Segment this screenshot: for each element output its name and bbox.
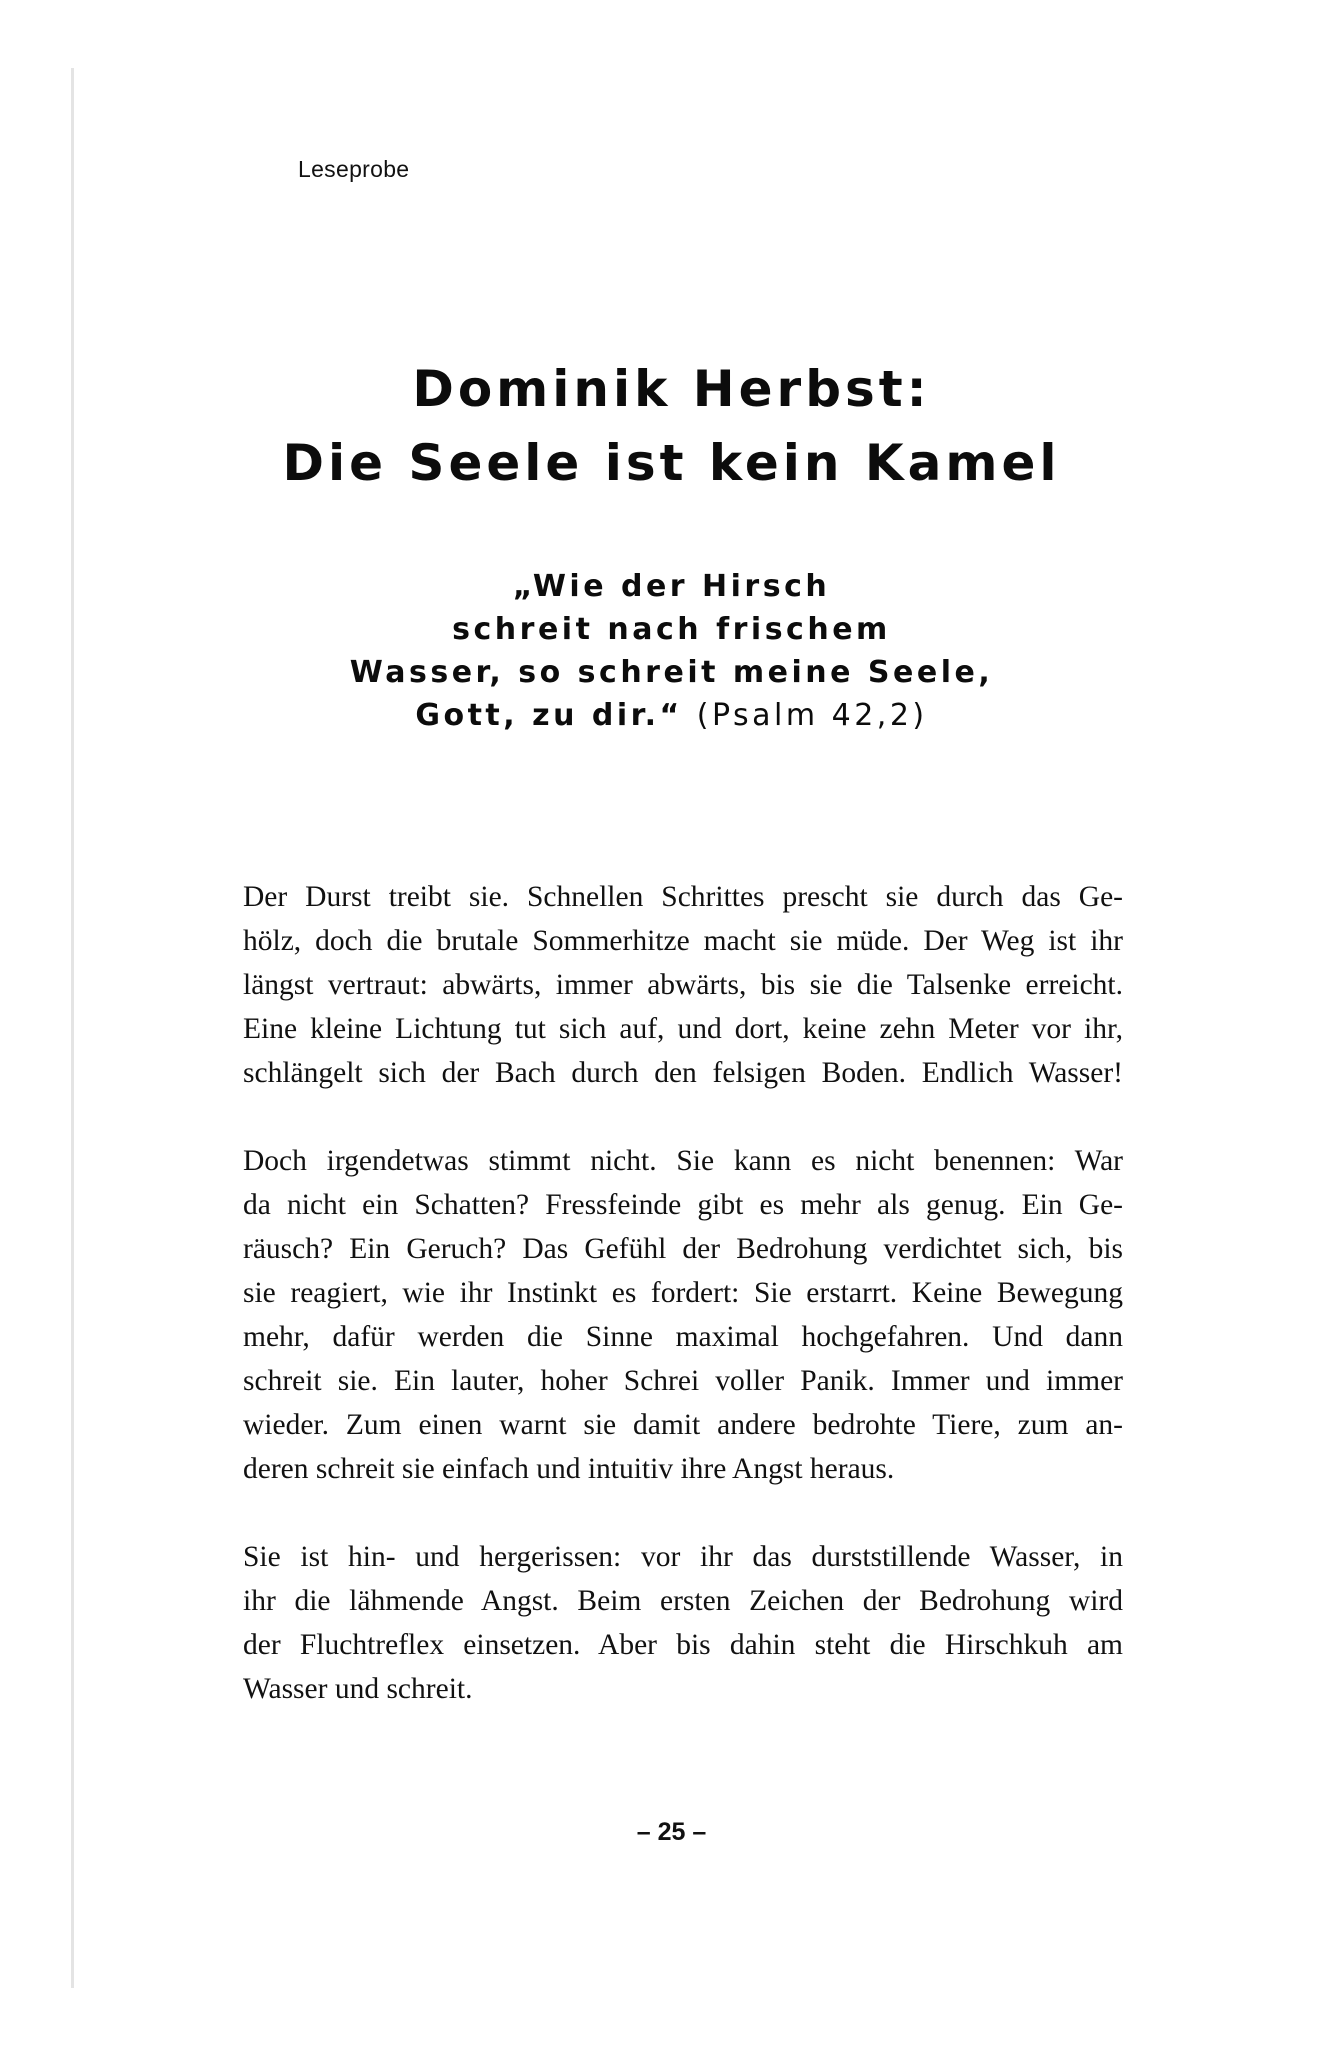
text-line: Sie ist hin- und hergerissen: vor ihr das durststillende Wasser, in [243,1541,1123,1573]
chapter-title-line-2: Die Seele ist kein Kamel [282,434,1061,492]
chapter-title-line-1: Dominik Herbst: [412,360,931,418]
epigraph-line-1: „Wie der Hirsch [512,569,831,604]
paragraph-3 [243,1535,1123,1711]
text-line: wieder. Zum einen warnt sie damit andere bedrohte Tiere, zum an- [243,1409,1123,1441]
text-line: da nicht ein Schatten? Fressfeinde gibt es mehr als genug. Ein Ge- [243,1189,1123,1221]
epigraph-line-3: Wasser, so schreit meine Seele, [349,655,994,690]
text-line: hölz, doch die brutale Sommerhitze macht sie müde. Der Weg ist ihr [243,925,1123,957]
epigraph-reference: (Psalm 42,2) [696,698,928,733]
text-line: Der Durst treibt sie. Schnellen Schrittes prescht sie durch das Ge- [243,881,1123,913]
text-line: Wasser und schreit. [243,1673,473,1705]
epigraph [0,565,1343,737]
text-line: Eine kleine Lichtung tut sich auf, und dort, keine zehn Meter vor ihr, [243,1013,1123,1045]
epigraph-quote-end: Gott, zu dir.“ [415,698,683,733]
paragraph-1 [243,875,1123,1095]
text-line: sie reagiert, wie ihr Instinkt es fordert: Sie erstarrt. Keine Bewegung [243,1277,1123,1309]
text-line: räusch? Ein Geruch? Das Gefühl der Bedrohung verdichtet sich, bis [243,1233,1123,1265]
text-line: mehr, dafür werden die Sinne maximal hochgefahren. Und dann [243,1321,1123,1353]
text-line: Doch irgendetwas stimmt nicht. Sie kann es nicht benennen: War [243,1145,1123,1177]
chapter-title [0,352,1343,500]
epigraph-line-2: schreit nach frischem [452,612,891,647]
paragraph-2 [243,1139,1123,1491]
text-line: ihr die lähmende Angst. Beim ersten Zeichen der Bedrohung wird [243,1585,1123,1617]
running-head: Leseprobe [298,156,410,182]
text-line: längst vertraut: abwärts, immer abwärts, bis sie die Talsenke erreicht. [243,969,1123,1001]
text-line: schreit sie. Ein lauter, hoher Schrei voller Panik. Immer und immer [243,1365,1123,1397]
text-line: deren schreit sie einfach und intuitiv ihre Angst heraus. [243,1453,895,1485]
epigraph-line-4 [0,694,1343,737]
text-line: schlängelt sich der Bach durch den felsigen Boden. Endlich Wasser! [243,1057,1123,1089]
text-line: der Fluchtreflex einsetzen. Aber bis dahin steht die Hirschkuh am [243,1629,1123,1661]
page-number: – 25 – [636,1818,707,1846]
body-text [243,875,1123,1755]
